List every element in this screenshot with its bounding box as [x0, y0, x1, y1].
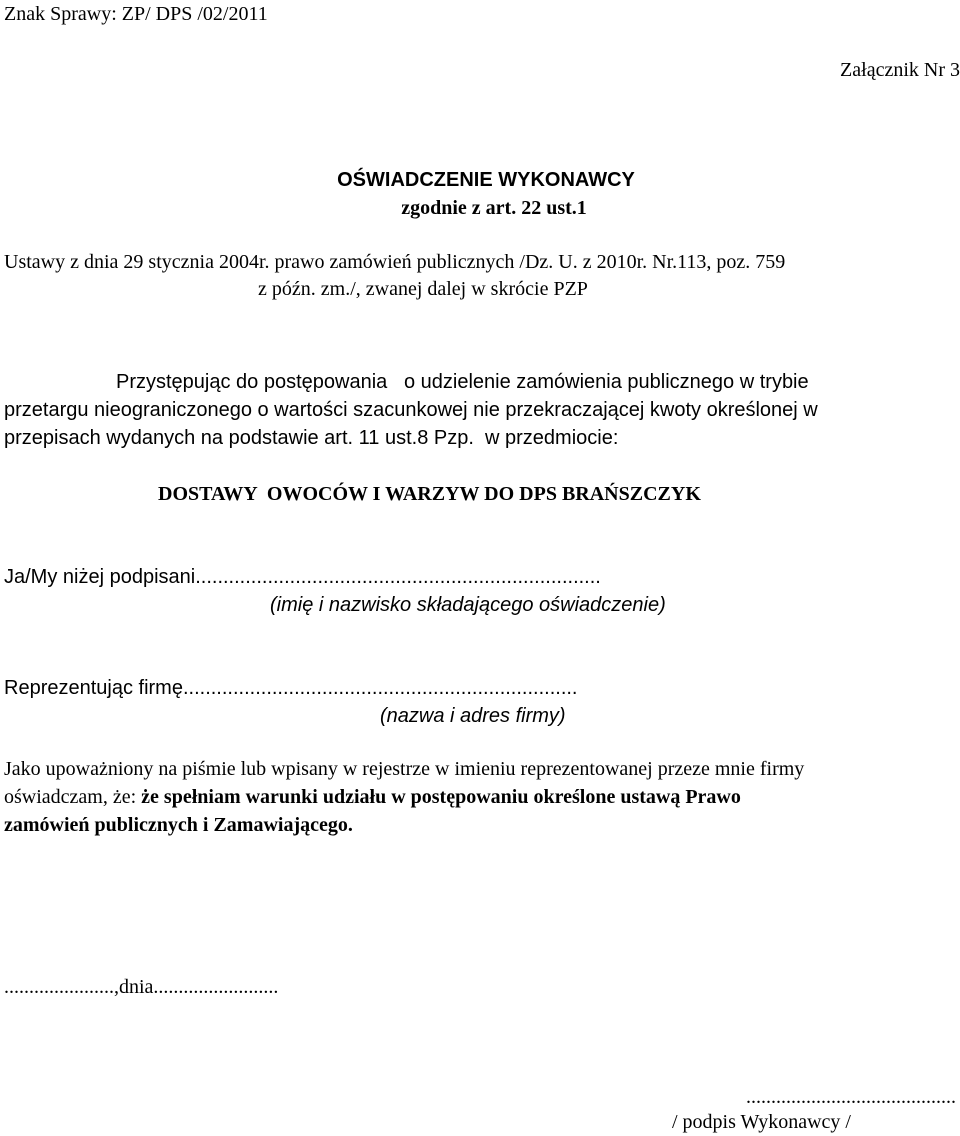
signatory-field: Ja/My niżej podpisani......................................................................... — [4, 566, 601, 588]
company-field: Reprezentując firmę....................................................................... — [4, 677, 578, 699]
declaration-line-3: zamówień publicznych i Zamawiającego. — [4, 814, 353, 836]
document-subtitle: zgodnie z art. 22 ust.1 — [401, 197, 587, 219]
declaration-line-1: Jako upoważniony na piśmie lub wpisany w rejestrze w imieniu reprezentowanej przeze mnie firmy — [4, 758, 805, 780]
intro-line-1: Przystępując do postępowania o udzielenie zamówienia publicznego w trybie — [116, 371, 809, 393]
attachment-label: Załącznik Nr 3 — [840, 59, 960, 81]
subject-title: DOSTAWY OWOCÓW I WARZYW DO DPS BRAŃSZCZYK — [158, 483, 701, 505]
intro-line-3: przepisach wydanych na podstawie art. 11 ust.8 Pzp. w przedmiocie: — [4, 427, 619, 449]
declaration-line-2 — [4, 785, 741, 809]
company-caption: (nazwa i adres firmy) — [380, 705, 566, 727]
date-place-field: ......................,dnia......................... — [4, 976, 279, 998]
law-reference-line-2: z późn. zm./, zwanej dalej w skrócie PZP — [258, 278, 588, 300]
signatory-caption: (imię i nazwisko składającego oświadczenie) — [270, 594, 666, 616]
law-reference-line-1: Ustawy z dnia 29 stycznia 2004r. prawo zamówień publicznych /Dz. U. z 2010r. Nr.113, poz. 759 — [4, 251, 786, 273]
document-title: OŚWIADCZENIE WYKONAWCY — [337, 169, 635, 191]
declaration-statement: że spełniam warunki udziału w postępowaniu określone ustawą Prawo — [141, 786, 741, 808]
intro-line-2: przetargu nieograniczonego o wartości szacunkowej nie przekraczającej kwoty określonej w — [4, 399, 818, 421]
signature-caption: / podpis Wykonawcy / — [672, 1111, 851, 1133]
signature-dots: .......................................... — [746, 1086, 956, 1108]
case-number: Znak Sprawy: ZP/ DPS /02/2011 — [4, 3, 268, 25]
declaration-prefix: oświadczam, że: — [4, 786, 142, 808]
